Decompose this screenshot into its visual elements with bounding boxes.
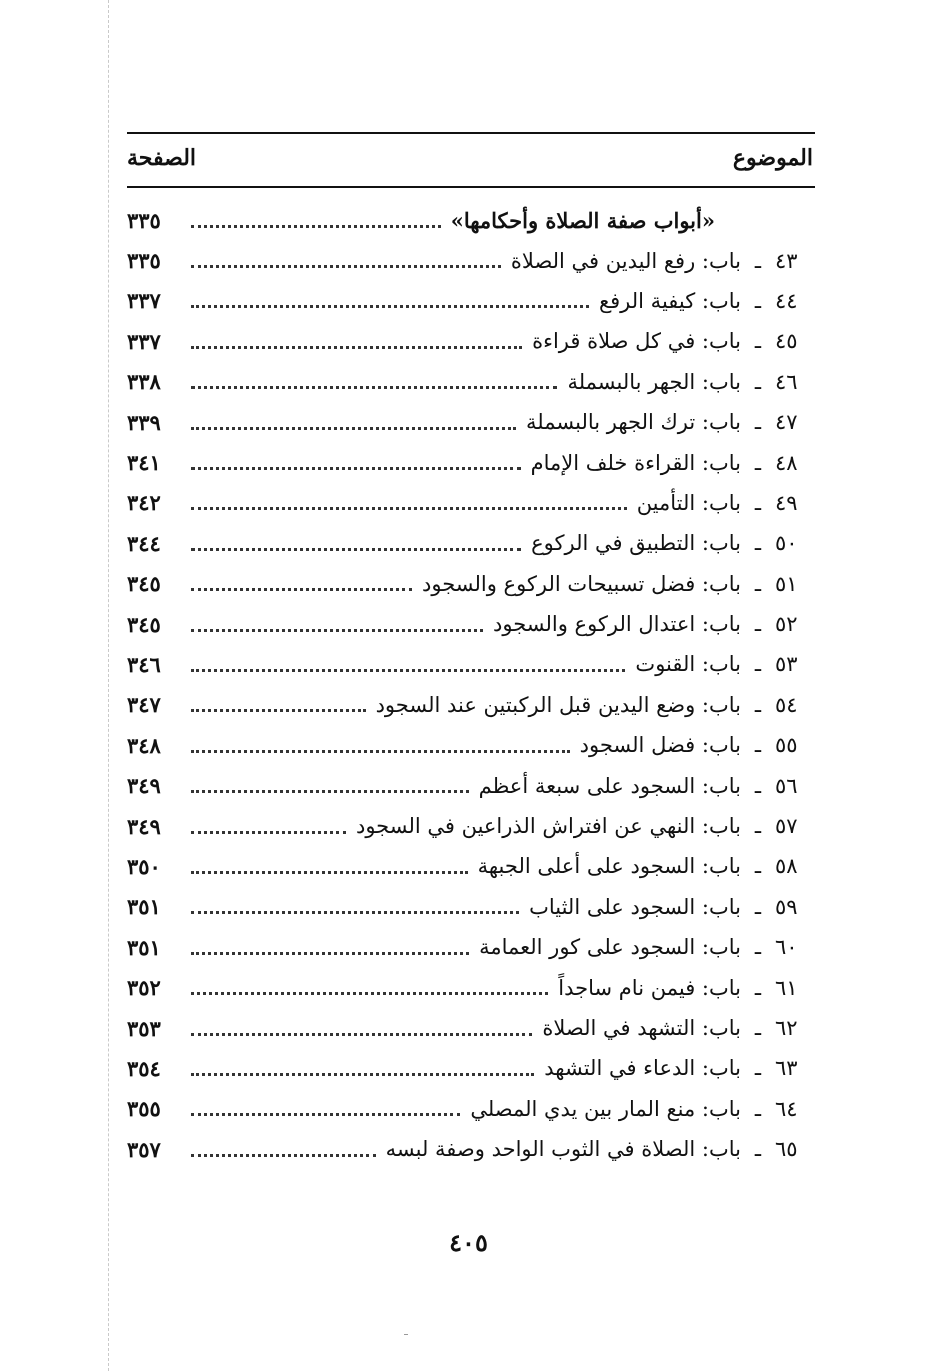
toc-entry: [127, 1008, 815, 1048]
entry-title: باب: السجود على الثياب: [529, 894, 741, 919]
entry-title: باب: الجهر بالبسملة: [567, 369, 741, 394]
entry-number: ٥٢: [775, 612, 798, 637]
entry-number: ٤٤: [775, 288, 798, 313]
entry-number: ٦١: [775, 975, 798, 1000]
entry-number: ٥٨: [775, 854, 798, 879]
dot-leader: [191, 507, 627, 510]
entry-dash: ـ: [754, 369, 762, 394]
entry-number: ٤٧: [775, 410, 798, 435]
entry-page: ٣٤٩: [127, 813, 161, 839]
toc-entry: [127, 281, 815, 321]
dot-leader: [191, 265, 501, 268]
dot-leader: [191, 427, 516, 430]
entry-dash: ـ: [754, 692, 762, 717]
scan-edge-line: [108, 0, 109, 1371]
toc-entry: [127, 644, 815, 684]
entry-title: باب: فضل السجود: [579, 733, 741, 758]
toc-entry: [127, 604, 815, 644]
entry-dash: ـ: [754, 329, 762, 354]
entry-title: باب: الدعاء في التشهد: [544, 1056, 741, 1081]
dot-leader: [191, 831, 346, 834]
toc-entry: [127, 321, 815, 361]
toc-entry: [127, 402, 815, 442]
topic-column-heading: الموضوع: [732, 145, 813, 171]
entry-page: ٣٤١: [127, 450, 161, 476]
entry-title: باب: الصلاة في الثوب الواحد وصفة لبسه: [385, 1137, 741, 1162]
entry-title: باب: وضع اليدين قبل الركبتين عند السجود: [375, 692, 741, 717]
toc-entry: [127, 887, 815, 927]
toc-entry: [127, 685, 815, 725]
entry-number: ٦٤: [775, 1096, 798, 1121]
entry-page: ٣٥٧: [127, 1136, 161, 1162]
toc-entry: [127, 927, 815, 967]
toc-entry: [127, 1048, 815, 1088]
entry-title: باب: فضل تسبيحات الركوع والسجود: [422, 571, 741, 596]
entry-title: باب: ترك الجهر بالبسملة: [526, 410, 741, 435]
entry-dash: ـ: [754, 1096, 762, 1121]
dot-leader: [191, 871, 468, 874]
entry-page: ٣٥٣: [127, 1015, 161, 1041]
entry-page: ٣٤٥: [127, 611, 161, 637]
entry-page: ٣٣٧: [127, 328, 161, 354]
dot-leader: [191, 346, 522, 349]
entry-dash: ـ: [754, 410, 762, 435]
entry-number: ٥٣: [775, 652, 798, 677]
entry-page: ٣٣٧: [127, 288, 161, 314]
dot-leader: [191, 588, 412, 591]
entry-number: ٥٥: [775, 733, 798, 758]
dot-leader: [191, 669, 625, 672]
entry-page: ٣٣٥: [127, 248, 161, 274]
toc-entry: [127, 967, 815, 1007]
entry-title: باب: السجود على أعلى الجبهة: [477, 854, 741, 879]
entry-page: ٣٤٤: [127, 530, 161, 556]
entry-dash: ـ: [754, 1137, 762, 1162]
entry-number: ٤٩: [775, 490, 798, 515]
dot-leader: [191, 1154, 376, 1157]
dot-leader: [191, 1113, 460, 1116]
entry-dash: ـ: [754, 531, 762, 556]
dot-leader: [191, 386, 557, 389]
entry-title: باب: القنوت: [635, 652, 741, 677]
entry-dash: ـ: [754, 935, 762, 960]
entry-number: ٤٨: [775, 450, 798, 475]
toc-entry: [127, 765, 815, 805]
entry-number: ٥٧: [775, 814, 798, 839]
entry-dash: ـ: [754, 248, 762, 273]
entry-title: باب: فيمن نام ساجداً: [558, 975, 741, 1000]
entry-page: ٣٤٦: [127, 651, 161, 677]
entry-number: ٥٦: [775, 773, 798, 798]
entry-number: ٥٩: [775, 894, 798, 919]
entry-number: ٦٠: [775, 935, 798, 960]
entry-dash: ـ: [754, 814, 762, 839]
dot-leader: [191, 225, 441, 228]
dot-leader: [191, 750, 570, 753]
entry-dash: ـ: [754, 490, 762, 515]
entry-dash: ـ: [754, 288, 762, 313]
toc-entry: [127, 442, 815, 482]
entry-number: ٦٣: [775, 1056, 798, 1081]
page-number: ٤٠٥: [449, 1228, 488, 1257]
entry-number: ٦٢: [775, 1016, 798, 1040]
entry-page: ٣٤٩: [127, 773, 161, 799]
toc-entry: [127, 725, 815, 765]
toc-entry: [127, 806, 815, 846]
entry-number: ٤٦: [775, 369, 798, 394]
entry-page: ٣٤٥: [127, 571, 161, 597]
entry-title: باب: القراءة خلف الإمام: [530, 450, 741, 475]
entry-title: باب: السجود على سبعة أعظم: [478, 773, 741, 798]
entry-page: ٣٤٧: [127, 692, 161, 718]
dot-leader: [191, 992, 548, 995]
entry-page: ٣٥٤: [127, 1055, 161, 1081]
entry-title: باب: التشهد في الصلاة: [542, 1016, 741, 1040]
dot-leader: [191, 952, 469, 955]
dot-leader: [191, 467, 521, 470]
toc-entry: [127, 1129, 815, 1169]
toc-entry: [127, 240, 815, 280]
section-title: «أبواب صفة الصلاة وأحكامها»: [450, 207, 715, 233]
dot-leader: [191, 911, 519, 914]
entry-dash: ـ: [754, 571, 762, 596]
entry-number: ٥٠: [775, 531, 798, 556]
toc-section-heading-row: [127, 200, 815, 240]
entry-page: ٣٥٥: [127, 1096, 161, 1122]
dot-leader: [191, 1073, 534, 1076]
entry-dash: ـ: [754, 733, 762, 758]
entry-page: ٣٥١: [127, 934, 161, 960]
entry-page: ٣٣٩: [127, 409, 161, 435]
entry-page: ٣٥١: [127, 894, 161, 920]
entry-page: ٣٣٨: [127, 369, 161, 395]
entry-number: ٦٥: [775, 1137, 798, 1162]
entry-title: باب: السجود على كور العمامة: [479, 935, 741, 960]
toc-entry: [127, 523, 815, 563]
page-column-heading: الصفحة: [127, 145, 197, 171]
dot-leader: [191, 709, 366, 712]
entry-title: باب: رفع اليدين في الصلاة: [510, 248, 741, 273]
entry-dash: ـ: [754, 894, 762, 919]
dot-leader: [191, 790, 469, 793]
toc-entries: [127, 240, 815, 1169]
entry-dash: ـ: [754, 1056, 762, 1081]
toc-entry: [127, 483, 815, 523]
entry-number: ٤٥: [775, 329, 798, 354]
entry-title: باب: النهي عن افتراش الذراعين في السجود: [355, 814, 741, 839]
toc-entry: [127, 362, 815, 402]
header-top-rule: [127, 132, 815, 134]
dot-leader: [191, 1033, 532, 1036]
toc-entry: [127, 564, 815, 604]
entry-title: باب: اعتدال الركوع والسجود: [493, 612, 741, 637]
entry-dash: ـ: [754, 1016, 762, 1040]
table-of-contents: [127, 200, 815, 1169]
toc-entry: [127, 1089, 815, 1129]
entry-page: ٣٥٢: [127, 975, 161, 1001]
section-page: ٣٣٥: [127, 207, 161, 233]
scan-speck: [404, 1334, 408, 1335]
entry-dash: ـ: [754, 773, 762, 798]
entry-dash: ـ: [754, 612, 762, 637]
entry-title: باب: في كل صلاة قراءة: [532, 329, 741, 354]
entry-page: ٣٤٨: [127, 732, 161, 758]
entry-dash: ـ: [754, 854, 762, 879]
dot-leader: [191, 305, 589, 308]
entry-dash: ـ: [754, 975, 762, 1000]
entry-title: باب: كيفية الرفع: [598, 288, 741, 313]
entry-title: باب: التطبيق في الركوع: [531, 531, 741, 556]
entry-dash: ـ: [754, 450, 762, 475]
toc-entry: [127, 846, 815, 886]
entry-page: ٣٥٠: [127, 853, 161, 879]
header-bottom-rule: [127, 186, 815, 188]
entry-title: باب: التأمين: [636, 490, 741, 515]
entry-number: ٤٣: [775, 248, 798, 273]
dot-leader: [191, 629, 483, 632]
entry-title: باب: منع المار بين يدي المصلي: [470, 1096, 741, 1121]
entry-page: ٣٤٢: [127, 490, 161, 516]
entry-number: ٥٤: [775, 692, 798, 717]
entry-number: ٥١: [775, 571, 798, 596]
entry-dash: ـ: [754, 652, 762, 677]
dot-leader: [191, 548, 521, 551]
